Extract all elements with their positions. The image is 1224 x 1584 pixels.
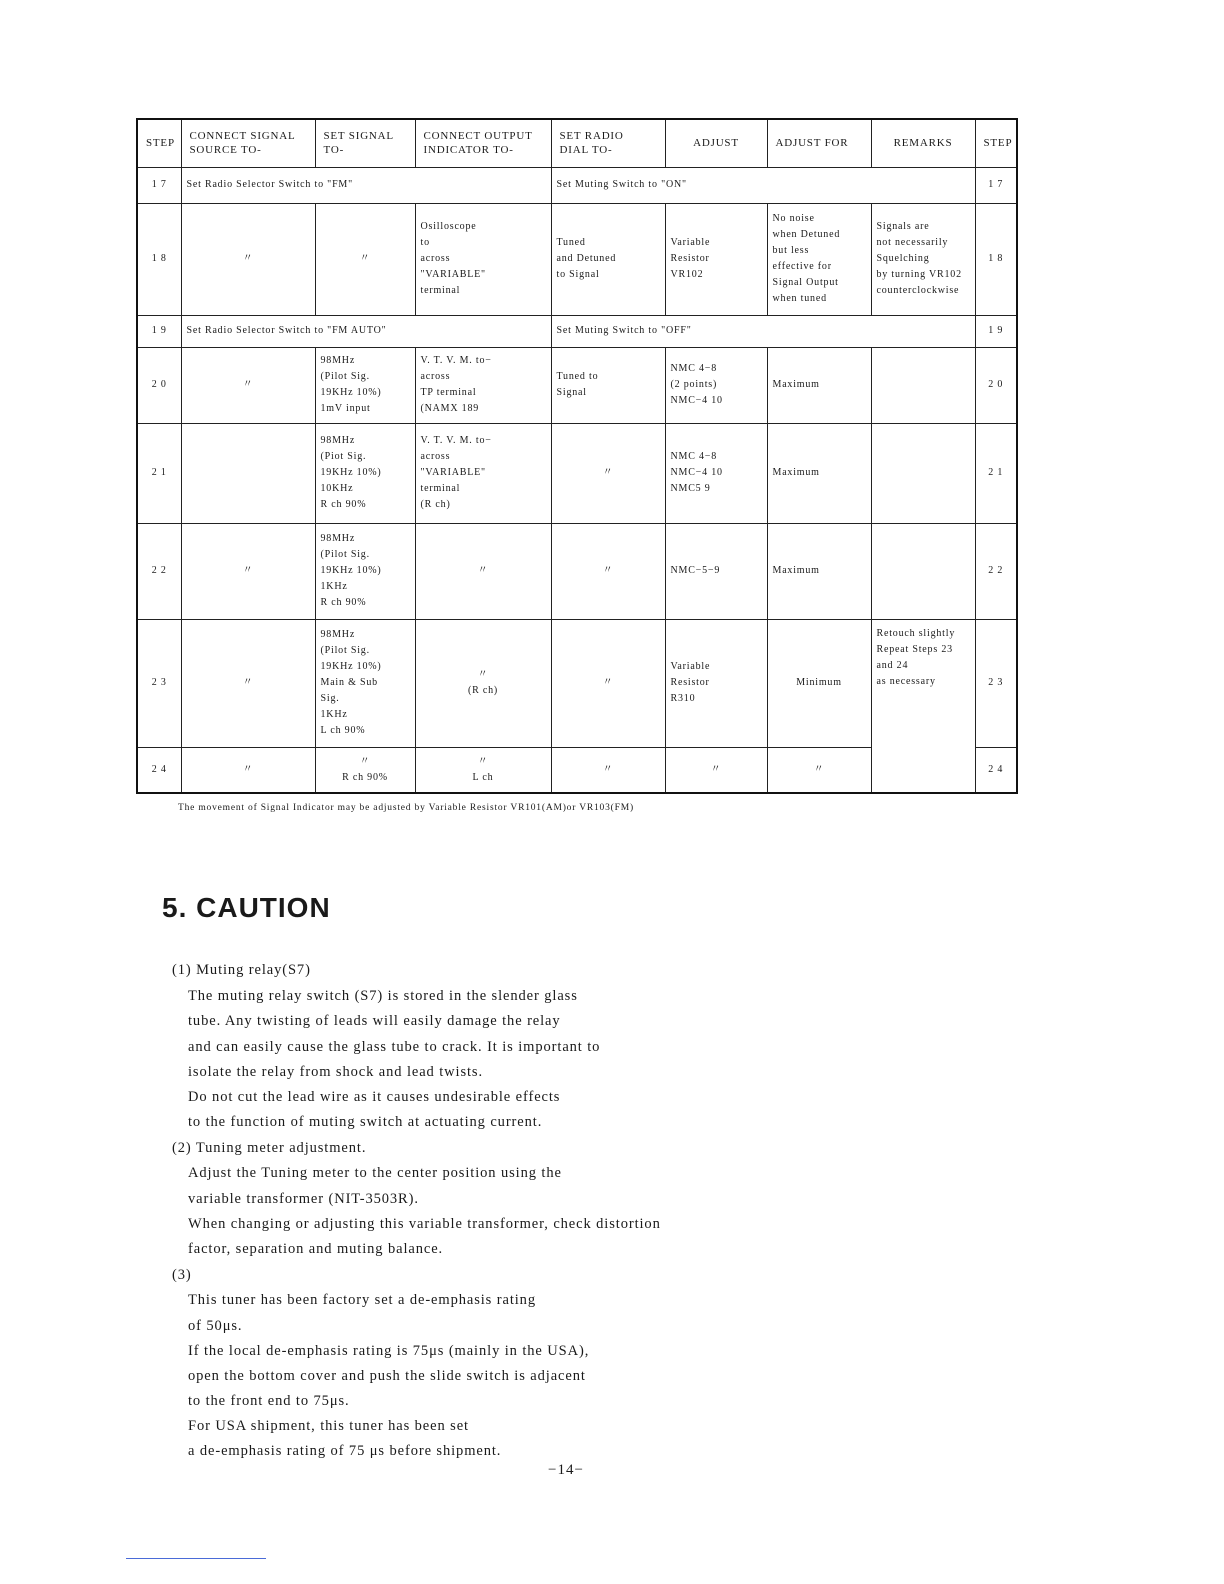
adjust-for-cell: Minimum bbox=[767, 619, 871, 747]
item3-heading: (3) bbox=[172, 1267, 192, 1283]
step-cell: 1 8 bbox=[137, 203, 181, 315]
dial-cell: 〃 bbox=[551, 523, 665, 619]
output-cell: V. T. V. M. to− across "VARIABLE" terminal (R ch) bbox=[415, 423, 551, 523]
remarks-cell bbox=[871, 347, 975, 423]
remarks-cell bbox=[871, 523, 975, 619]
output-cell: 〃 (R ch) bbox=[415, 619, 551, 747]
adjust-cell: NMC−5−9 bbox=[665, 523, 767, 619]
step-cell: 2 1 bbox=[137, 423, 181, 523]
adjust-cell: Variable Resistor R310 bbox=[665, 619, 767, 747]
table-row bbox=[137, 423, 1017, 523]
paragraph-line: isolate the relay from shock and lead twists. bbox=[188, 1064, 483, 1080]
output-cell: 〃 L ch bbox=[415, 747, 551, 793]
output-cell: V. T. V. M. to− across TP terminal (NAMX 189 bbox=[415, 347, 551, 423]
table-row bbox=[137, 315, 1017, 347]
adjust-cell: Variable Resistor VR102 bbox=[665, 203, 767, 315]
remarks-cell: Retouch slightly Repeat Steps 23 and 24 as necessary bbox=[871, 619, 975, 793]
adjust-for-cell: Maximum bbox=[767, 523, 871, 619]
header-remarks: REMARKS bbox=[871, 119, 975, 167]
paragraph-line: of 50μs. bbox=[188, 1318, 243, 1334]
step-cell-right: 1 8 bbox=[975, 203, 1017, 315]
step-cell-right: 2 0 bbox=[975, 347, 1017, 423]
scan-edge-line bbox=[126, 1558, 266, 1559]
signal-cell: 98MHz (Pilot Sig. 19KHz 10%) 1KHz R ch 90% bbox=[315, 523, 415, 619]
table-row bbox=[137, 167, 1017, 203]
paragraph-line: The muting relay switch (S7) is stored in the slender glass bbox=[188, 988, 578, 1004]
paragraph-line: When changing or adjusting this variable transformer, check distortion bbox=[188, 1216, 661, 1232]
table-footnote: The movement of Signal Indicator may be adjusted by Variable Resistor VR101(AM)or VR103(FM) bbox=[178, 803, 634, 813]
output-cell: 〃 bbox=[415, 523, 551, 619]
item1-heading: (1) Muting relay(S7) bbox=[172, 962, 311, 978]
alignment-table bbox=[136, 118, 1018, 794]
paragraph-line: factor, separation and muting balance. bbox=[188, 1241, 444, 1257]
source-cell: 〃 bbox=[181, 347, 315, 423]
paragraph-line: This tuner has been factory set a de-emphasis rating bbox=[188, 1292, 536, 1308]
muting-instruction: Set Muting Switch to "OFF" bbox=[551, 315, 975, 347]
dial-cell: 〃 bbox=[551, 423, 665, 523]
adjust-for-cell: Maximum bbox=[767, 347, 871, 423]
source-cell: 〃 bbox=[181, 619, 315, 747]
table-row bbox=[137, 203, 1017, 315]
step-cell-right: 2 2 bbox=[975, 523, 1017, 619]
source-cell: 〃 bbox=[181, 523, 315, 619]
step-cell: 2 0 bbox=[137, 347, 181, 423]
paragraph-line: variable transformer (NIT-3503R). bbox=[188, 1191, 419, 1207]
selector-instruction: Set Radio Selector Switch to "FM AUTO" bbox=[181, 315, 551, 347]
signal-cell: 98MHz (Pilot Sig. 19KHz 10%) 1mV input bbox=[315, 347, 415, 423]
step-cell-right: 2 1 bbox=[975, 423, 1017, 523]
header-adjust: ADJUST bbox=[665, 119, 767, 167]
paragraph-line: tube. Any twisting of leads will easily damage the relay bbox=[188, 1013, 561, 1029]
item2-heading: (2) Tuning meter adjustment. bbox=[172, 1140, 367, 1156]
paragraph-line: Do not cut the lead wire as it causes undesirable effects bbox=[188, 1089, 561, 1105]
adjust-cell: 〃 bbox=[665, 747, 767, 793]
signal-cell: 98MHz (Piot Sig. 19KHz 10%) 10KHz R ch 90% bbox=[315, 423, 415, 523]
step-cell-right: 2 3 bbox=[975, 619, 1017, 747]
table-row bbox=[137, 523, 1017, 619]
signal-cell: 〃 bbox=[315, 203, 415, 315]
dial-cell: Tuned to Signal bbox=[551, 347, 665, 423]
header-set-radio-dial: SET RADIO DIAL TO- bbox=[551, 119, 665, 167]
source-cell bbox=[181, 423, 315, 523]
source-cell: 〃 bbox=[181, 203, 315, 315]
paragraph-line: If the local de-emphasis rating is 75μs (mainly in the USA), bbox=[188, 1343, 590, 1359]
step-cell: 2 4 bbox=[137, 747, 181, 793]
adjust-for-cell: 〃 bbox=[767, 747, 871, 793]
header-adjust-for: ADJUST FOR bbox=[767, 119, 871, 167]
header-connect-signal-source: CONNECT SIGNAL SOURCE TO- bbox=[181, 119, 315, 167]
dial-cell: 〃 bbox=[551, 619, 665, 747]
remarks-cell: Signals are not necessarily Squelching by turning VR102 counterclockwise bbox=[871, 203, 975, 315]
signal-cell: 98MHz (Pilot Sig. 19KHz 10%) Main & Sub Sig. 1KHz L ch 90% bbox=[315, 619, 415, 747]
step-cell-right: 1 7 bbox=[975, 167, 1017, 203]
paragraph-line: open the bottom cover and push the slide switch is adjacent bbox=[188, 1368, 586, 1384]
header-connect-output-indicator: CONNECT OUTPUT INDICATOR TO- bbox=[415, 119, 551, 167]
remarks-cell bbox=[871, 423, 975, 523]
paragraph-line: to the front end to 75μs. bbox=[188, 1393, 350, 1409]
adjust-cell: NMC 4−8 NMC−4 10 NMC5 9 bbox=[665, 423, 767, 523]
paragraph-line: and can easily cause the glass tube to crack. It is important to bbox=[188, 1039, 601, 1055]
dial-cell: Tuned and Detuned to Signal bbox=[551, 203, 665, 315]
step-cell-right: 1 9 bbox=[975, 315, 1017, 347]
header-step-right: STEP bbox=[975, 119, 1017, 167]
table-row bbox=[137, 347, 1017, 423]
page-number: −14− bbox=[548, 1462, 584, 1478]
muting-instruction: Set Muting Switch to "ON" bbox=[551, 167, 975, 203]
section-title: 5. CAUTION bbox=[162, 892, 331, 923]
step-cell-right: 2 4 bbox=[975, 747, 1017, 793]
step-cell: 2 2 bbox=[137, 523, 181, 619]
adjust-cell: NMC 4−8 (2 points) NMC−4 10 bbox=[665, 347, 767, 423]
signal-cell: 〃 R ch 90% bbox=[315, 747, 415, 793]
output-cell: Osilloscope to across "VARIABLE" terminal bbox=[415, 203, 551, 315]
paragraph-line: For USA shipment, this tuner has been set bbox=[188, 1418, 469, 1434]
table-header-row bbox=[137, 119, 1017, 167]
step-cell: 2 3 bbox=[137, 619, 181, 747]
step-cell: 1 9 bbox=[137, 315, 181, 347]
step-cell: 1 7 bbox=[137, 167, 181, 203]
selector-instruction: Set Radio Selector Switch to "FM" bbox=[181, 167, 551, 203]
paragraph-line: Adjust the Tuning meter to the center position using the bbox=[188, 1165, 562, 1181]
adjust-for-cell: No noise when Detuned but less effective for Signal Output when tuned bbox=[767, 203, 871, 315]
header-step: STEP bbox=[137, 119, 181, 167]
header-set-signal: SET SIGNAL TO- bbox=[315, 119, 415, 167]
paragraph-line: a de-emphasis rating of 75 μs before shipment. bbox=[188, 1443, 502, 1459]
dial-cell: 〃 bbox=[551, 747, 665, 793]
paragraph-line: to the function of muting switch at actuating current. bbox=[188, 1114, 543, 1130]
table-row bbox=[137, 619, 1017, 747]
adjust-for-cell: Maximum bbox=[767, 423, 871, 523]
source-cell: 〃 bbox=[181, 747, 315, 793]
